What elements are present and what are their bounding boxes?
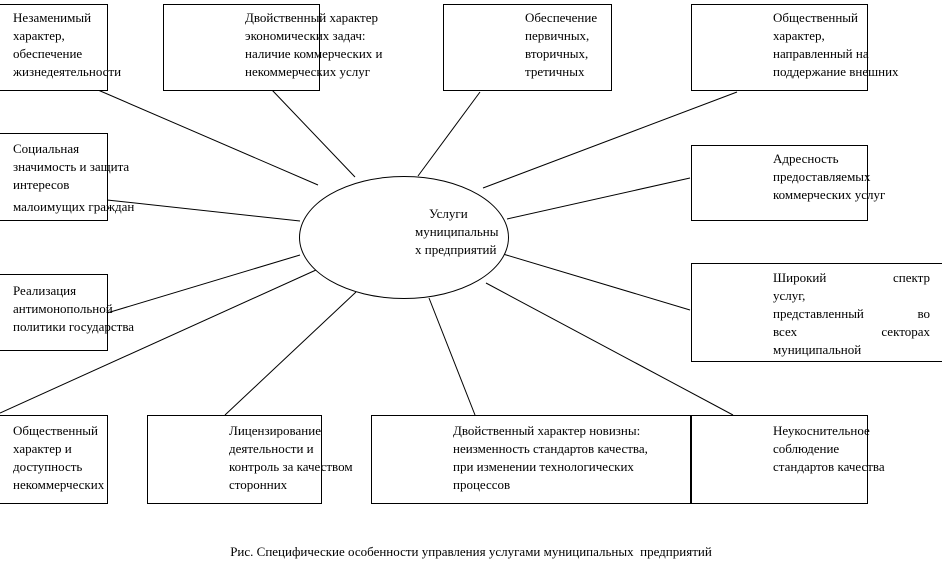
node-text-n1 (13, 9, 121, 81)
node-n1-line-4: жизнедеятельности (13, 64, 122, 79)
node-n9-line-4: некоммерческих (13, 477, 105, 492)
node-n10-line-1: Лицензирование (229, 423, 321, 438)
node-n4-line-3: направленный на (773, 46, 869, 61)
connector-n7 (107, 255, 300, 313)
node-n6-line-3: коммерческих услуг (773, 187, 886, 202)
center-line-1: Услуги (429, 206, 468, 221)
node-n2-line-4: некоммерческих услуг (245, 64, 371, 79)
center-label (415, 205, 499, 259)
node-text-n10 (229, 422, 353, 494)
node-text-n12 (773, 422, 885, 476)
node-n6-line-2: предоставляемых (773, 169, 871, 184)
node-n7-line-3: политики государства (13, 319, 135, 334)
node-text-n4 (773, 9, 899, 81)
node-text-n8 (773, 269, 930, 357)
node-n4-line-1: Общественный (773, 10, 858, 25)
node-text-n2 (245, 9, 383, 81)
node-n9-line-3: доступность (13, 459, 83, 474)
connector-n3 (418, 92, 480, 176)
node-n8-line-1: Широкий спектр (773, 270, 930, 285)
center-line-2: муниципальны (415, 224, 499, 239)
node-text-n5 (13, 140, 134, 216)
node-n2-line-2: экономических задач: (245, 28, 366, 43)
connector-n5 (107, 200, 300, 221)
node-n10-line-4: сторонних (229, 477, 288, 492)
node-n5-line-4: малоимущих граждан (13, 199, 135, 214)
node-n11-line-4: процессов (453, 477, 511, 492)
node-n8-line-5: муниципальной (773, 342, 862, 357)
node-n3-line-1: Обеспечение (525, 10, 598, 25)
node-n7-line-2: антимонопольной (13, 301, 113, 316)
node-text-n11 (453, 422, 648, 494)
node-text-n3 (525, 9, 597, 81)
center-line-3: х предприятий (415, 242, 497, 257)
connector-n8 (503, 254, 690, 310)
node-n8-line-4: всех секторах (773, 324, 930, 339)
node-n11-line-1: Двойственный характер новизны: (453, 423, 641, 438)
node-n10-line-3: контроль за качеством (229, 459, 353, 474)
node-text-n6 (773, 150, 885, 204)
node-n8-line-2: услуг, (773, 288, 806, 303)
node-n10-line-2: деятельности и (229, 441, 314, 456)
connector-n2 (272, 90, 355, 177)
connector-n10 (225, 292, 356, 415)
node-n5-line-2: значимость и защита (13, 159, 130, 174)
node-n3-line-2: первичных, (525, 28, 590, 43)
node-n4-line-2: характер, (773, 28, 825, 43)
node-n11-line-3: при изменении технологических (453, 459, 634, 474)
node-n6-line-1: Адресность (773, 151, 839, 166)
node-n12-line-1: Неукоснительное (773, 423, 870, 438)
node-n1-line-1: Незаменимый (13, 10, 92, 25)
node-n3-line-4: третичных (525, 64, 585, 79)
node-n9-line-1: Общественный (13, 423, 98, 438)
node-n2-line-3: наличие коммерческих и (245, 46, 383, 61)
node-n7-line-1: Реализация (13, 283, 77, 298)
node-n12-line-3: стандартов качества (773, 459, 885, 474)
node-text-n9 (13, 422, 104, 494)
figure-caption: Рис. Специфические особенности управления услугами муниципальных предприятий (230, 544, 712, 559)
node-n5-line-3: интересов (13, 177, 70, 192)
node-text-n7 (13, 282, 134, 336)
node-n1-line-2: характер, (13, 28, 65, 43)
node-n5-line-1: Социальная (13, 141, 80, 156)
connector-n11 (429, 298, 475, 415)
node-n12-line-2: соблюдение (773, 441, 840, 456)
node-n8-line-3: представленный во (773, 306, 930, 321)
node-n2-line-1: Двойственный характер (245, 10, 378, 25)
node-n3-line-3: вторичных, (525, 46, 589, 61)
node-n4-line-4: поддержание внешних (773, 64, 899, 79)
node-n1-line-3: обеспечение (13, 46, 83, 61)
node-n9-line-2: характер и (13, 441, 72, 456)
node-n11-line-2: неизменность стандартов качества, (453, 441, 648, 456)
connector-n6 (507, 178, 690, 219)
